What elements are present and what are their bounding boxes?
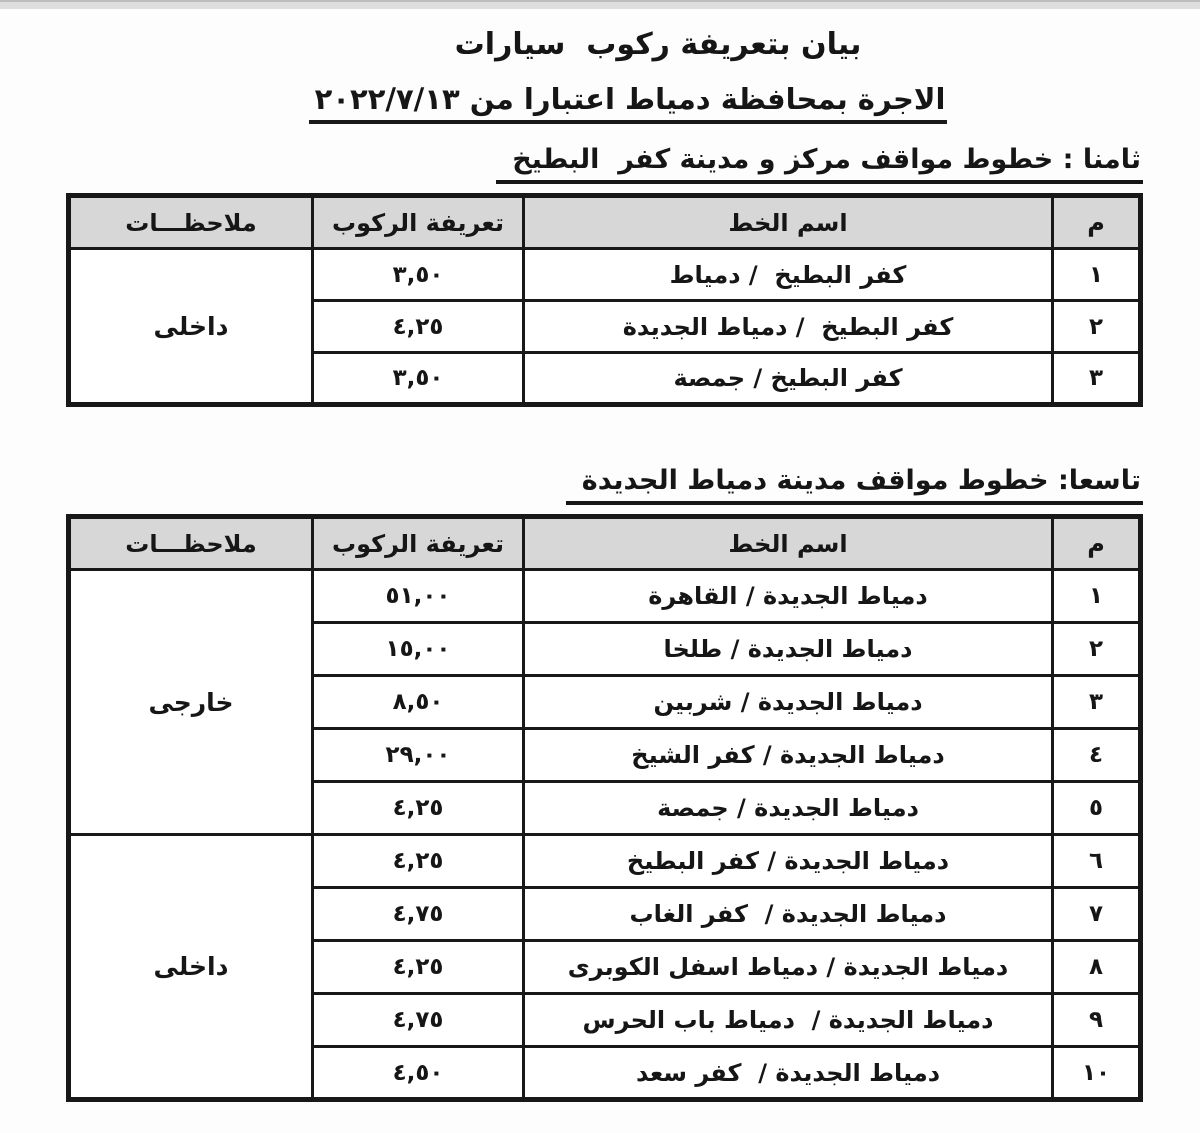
- cell-fare: ٤,٢٥: [313, 782, 524, 835]
- cell-line: دمياط الجديدة / كفر سعد: [524, 1047, 1053, 1100]
- cell-fare: ٨,٥٠: [313, 676, 524, 729]
- cell-fare: ٣,٥٠: [313, 249, 524, 301]
- document-subtitle-row: [85, 82, 1171, 124]
- cell-line: دمياط الجديدة / كفر الشيخ: [524, 729, 1053, 782]
- cell-no: ٨: [1053, 941, 1141, 994]
- cell-no: ١: [1053, 570, 1141, 623]
- cell-fare: ٤,٥٠: [313, 1047, 524, 1100]
- section-eighth-heading: ثامنا : خطوط مواقف مركز و مدينة كفر البطيخ: [496, 144, 1143, 184]
- cell-line: كفر البطيخ / دمياط الجديدة: [524, 301, 1053, 353]
- cell-no: ٣: [1053, 353, 1141, 405]
- column-header-notes: ملاحظـــات: [69, 517, 313, 570]
- notes-cell: داخلى: [69, 835, 313, 1100]
- table-row: [69, 570, 1141, 623]
- cell-no: ٢: [1053, 301, 1141, 353]
- column-header-no: م: [1053, 517, 1141, 570]
- section-eighth-heading-row: [57, 144, 1143, 184]
- cell-line: دمياط الجديدة / كفر البطيخ: [524, 835, 1053, 888]
- table-row: [69, 249, 1141, 301]
- table-header-row: [69, 196, 1141, 249]
- section-eighth: [57, 144, 1143, 407]
- cell-line: دمياط الجديدة / طلخا: [524, 623, 1053, 676]
- document-subtitle: الاجرة بمحافظة دمياط اعتبارا من ٢٠٢٢/٧/١٣: [309, 82, 948, 124]
- cell-line: دمياط الجديدة / دمياط اسفل الكوبرى: [524, 941, 1053, 994]
- cell-line: دمياط الجديدة / كفر الغاب: [524, 888, 1053, 941]
- cell-fare: ٣,٥٠: [313, 353, 524, 405]
- document-title: بيان بتعريفة ركوب سيارات: [454, 27, 862, 62]
- column-header-fare: تعريفة الركوب: [313, 196, 524, 249]
- document-content: [0, 27, 1200, 1102]
- cell-fare: ٤,٢٥: [313, 941, 524, 994]
- cell-no: ٣: [1053, 676, 1141, 729]
- column-header-line: اسم الخط: [524, 196, 1053, 249]
- column-header-notes: ملاحظـــات: [69, 196, 313, 249]
- cell-fare: ١٥,٠٠: [313, 623, 524, 676]
- table-row: [69, 835, 1141, 888]
- section-ninth-heading: تاسعا: خطوط مواقف مدينة دمياط الجديدة: [566, 465, 1143, 505]
- scan-edge-strip: [0, 0, 1200, 9]
- cell-line: دمياط الجديدة / شربين: [524, 676, 1053, 729]
- cell-no: ٥: [1053, 782, 1141, 835]
- cell-fare: ٥١,٠٠: [313, 570, 524, 623]
- cell-no: ٧: [1053, 888, 1141, 941]
- cell-no: ٤: [1053, 729, 1141, 782]
- cell-line: دمياط الجديدة / جمصة: [524, 782, 1053, 835]
- cell-fare: ٢٩,٠٠: [313, 729, 524, 782]
- cell-fare: ٤,٢٥: [313, 835, 524, 888]
- cell-line: كفر البطيخ / دمياط: [524, 249, 1053, 301]
- new-damietta-fare-table: [66, 514, 1143, 1102]
- cell-no: ١: [1053, 249, 1141, 301]
- cell-no: ١٠: [1053, 1047, 1141, 1100]
- cell-no: ٩: [1053, 994, 1141, 1047]
- cell-line: دمياط الجديدة / دمياط باب الحرس: [524, 994, 1053, 1047]
- section-ninth: [57, 465, 1143, 1102]
- section-ninth-heading-row: [57, 465, 1143, 505]
- table-header-row: [69, 517, 1141, 570]
- cell-no: ٦: [1053, 835, 1141, 888]
- cell-fare: ٤,٧٥: [313, 994, 524, 1047]
- cell-no: ٢: [1053, 623, 1141, 676]
- cell-line: كفر البطيخ / جمصة: [524, 353, 1053, 405]
- cell-fare: ٤,٢٥: [313, 301, 524, 353]
- cell-line: دمياط الجديدة / القاهرة: [524, 570, 1053, 623]
- column-header-fare: تعريفة الركوب: [313, 517, 524, 570]
- kafr-elbatikh-fare-table: [66, 193, 1143, 407]
- cell-fare: ٤,٧٥: [313, 888, 524, 941]
- column-header-no: م: [1053, 196, 1141, 249]
- column-header-line: اسم الخط: [524, 517, 1053, 570]
- notes-cell: داخلى: [69, 249, 313, 405]
- notes-cell: خارجى: [69, 570, 313, 835]
